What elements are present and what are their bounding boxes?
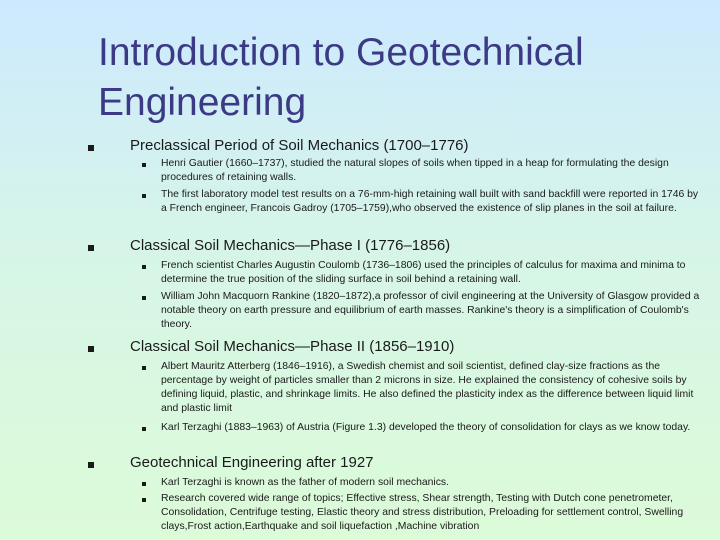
section-heading: Geotechnical Engineering after 1927 — [130, 454, 374, 471]
section-bullet-icon — [88, 462, 94, 468]
point-bullet-icon — [142, 366, 146, 370]
section-bullet-icon — [88, 245, 94, 251]
point-bullet-icon — [142, 163, 146, 167]
bullet-point: Henri Gautier (1660–1737), studied the natural slopes of soils when tipped in a heap for formulating the design procedures of retaining walls. — [161, 158, 669, 183]
bullet-point: William John Macquorn Rankine (1820–1872),a professor of civil engineering at the University of Glasgow provided a notable theory on earth pressure and equilibrium of earth masses. Rankine's theory is a simplification of Coulomb's theory. — [161, 291, 700, 330]
section-bullet-icon — [88, 346, 94, 352]
section-heading: Classical Soil Mechanics—Phase I (1776–1856) — [130, 237, 451, 254]
point-bullet-icon — [142, 194, 146, 198]
bullet-point: Research covered wide range of topics; Effective stress, Shear strength, Testing with Dutch cone penetrometer, Consolidation, Centrifuge testing, Elastic theory and stress distribution, Preloading for settlement control, Swelling clays,Frost action,Earthquake and soil liquefaction ,Machine vibration — [161, 493, 684, 532]
bullet-point: French scientist Charles Augustin Coulomb (1736–1806) used the principles of calculus for maxima and minima to determine the true position of the sliding surface in soil behind a retaining wall. — [161, 260, 686, 285]
point-bullet-icon — [142, 482, 146, 486]
section-heading: Classical Soil Mechanics—Phase II (1856–1910) — [130, 338, 455, 355]
section-heading: Preclassical Period of Soil Mechanics (1700–1776) — [130, 137, 469, 154]
point-bullet-icon — [142, 265, 146, 269]
bullet-point: The first laboratory model test results on a 76-mm-high retaining wall built with sand backfill were reported in 1746 by a French engineer, Francois Gadroy (1705–1759),who observed the existence of slip planes in the soil at failure. — [161, 189, 699, 214]
section-bullet-icon — [88, 145, 94, 151]
bullet-point: Albert Mauritz Atterberg (1846–1916), a Swedish chemist and soil scientist, defined clay-size fractions as the percentage by weight of particles smaller than 2 microns in size. He explained the consistency of cohesive soils by defining liquid, plastic, and shrinkage limits. He also defined the plasticity index as the difference between liquid limit and plastic limit — [161, 361, 694, 414]
slide-title: Introduction to Geotechnical Engineering — [98, 31, 584, 124]
point-bullet-icon — [142, 296, 146, 300]
bullet-point: Karl Terzaghi is known as the father of modern soil mechanics. — [161, 477, 449, 488]
point-bullet-icon — [142, 427, 146, 431]
point-bullet-icon — [142, 498, 146, 502]
bullet-point: Karl Terzaghi (1883–1963) of Austria (Figure 1.3) developed the theory of consolidation for clays as we know today. — [161, 422, 691, 433]
